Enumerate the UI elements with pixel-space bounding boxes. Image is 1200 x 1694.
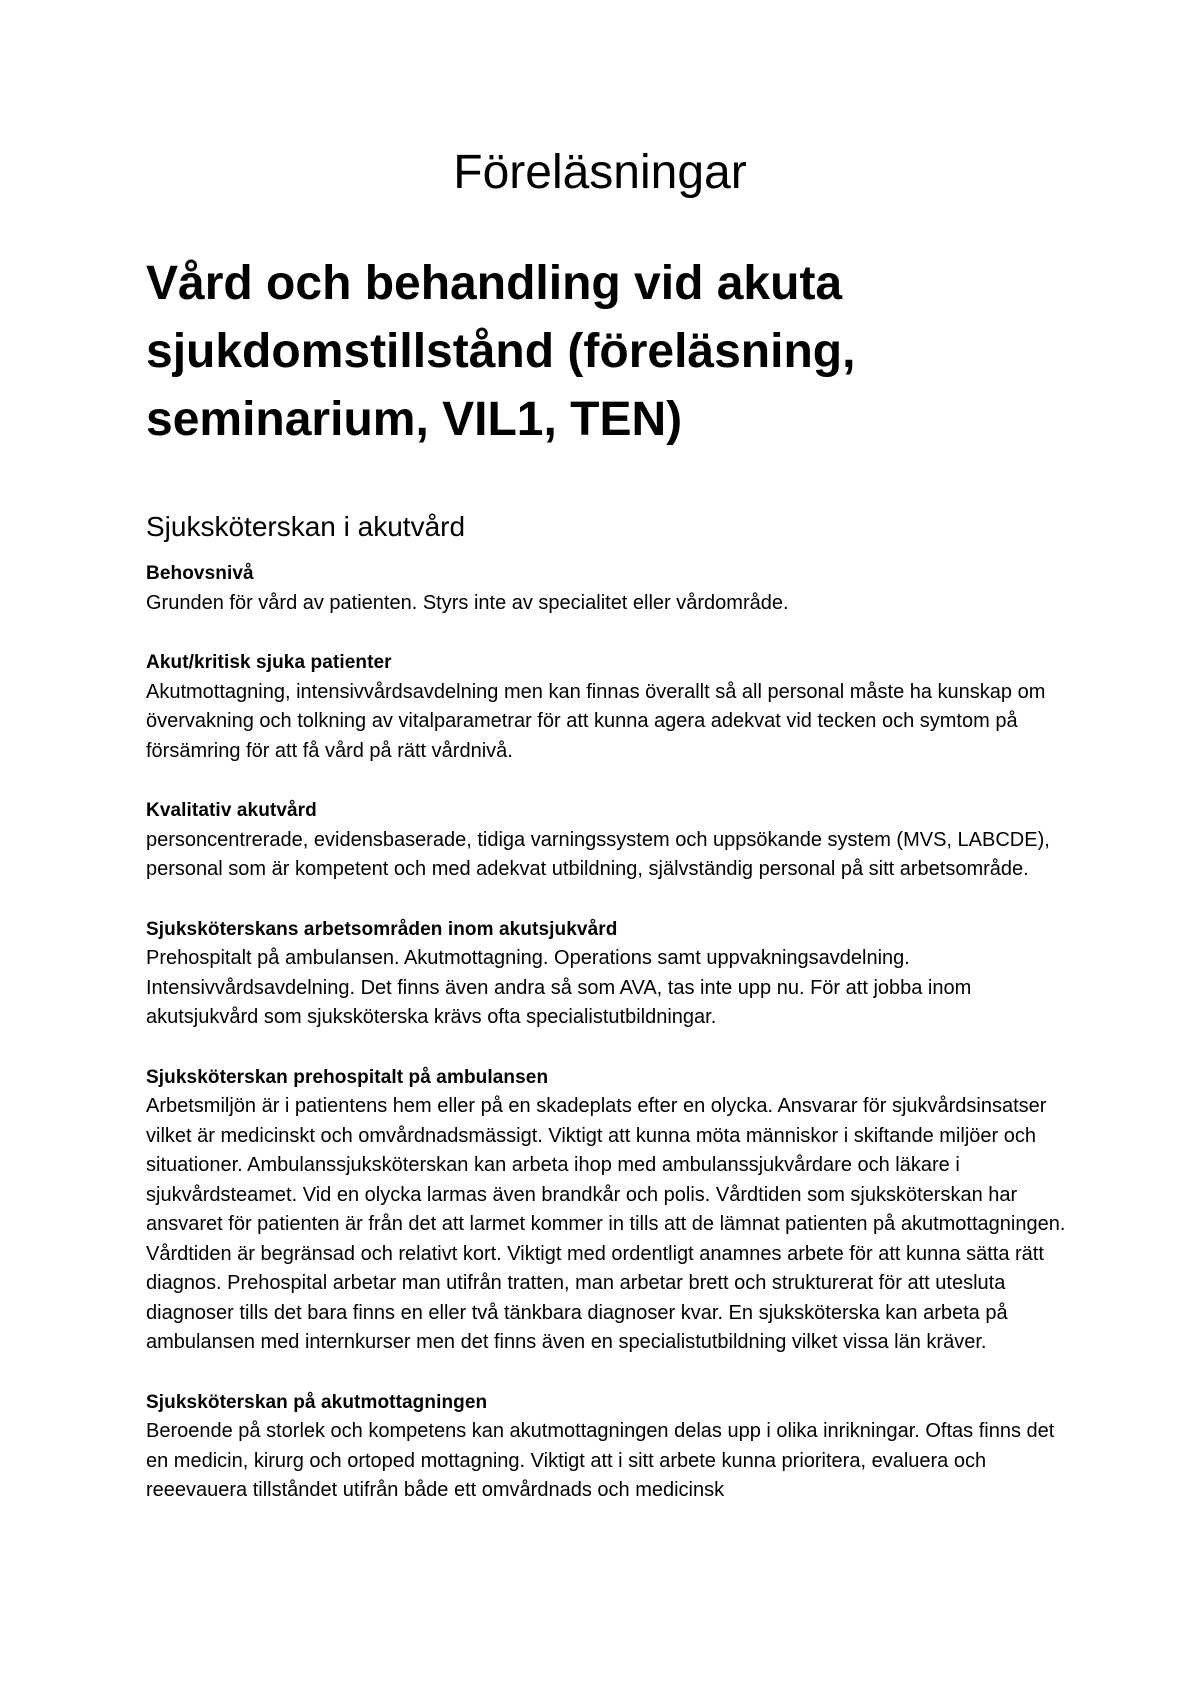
section-heading: Sjuksköterskans arbetsområden inom akutsjukvård: [146, 918, 618, 940]
section-body: Arbetsmiljön är i patientens hem eller på en skadeplats efter en olycka. Ansvarar för sjukvårdsinsatser vilket är medicinskt och omvårdnadsmässigt. Viktigt att kunna möta människor i skiftande miljöer och situationer. Ambulanssjuksköterskan kan arbeta ihop med ambulanssjukvårdare och läkare i sjukvårdsteamet. Vid en olycka larmas även brandkår och polis. Vårdtiden som sjuksköterskan har ansvaret för patienten är från det att larmet kommer in tills att de lämnat patienten på akutmottagningen. Vårdtiden är begränsad och relativt kort. Viktigt med ordentligt anamnes arbete för att kunna sätta rätt diagnos. Prehospital arbetar man utifrån tratten, man arbetar brett och strukturerat för att utesluta diagnoser tills det bara finns en eller två tänkbara diagnoser kvar. En sjuksköterska kan arbeta på ambulansen med internkurser men det finns även en specialistutbildning vilket vissa län kräver.: [146, 1095, 1066, 1353]
section-kvalitativ-akutvard: [146, 796, 1076, 885]
section-akut-kritisk: [146, 648, 1076, 766]
document-title: Föreläsningar: [453, 146, 747, 199]
section-body: personcentrerade, evidensbaserade, tidiga varningssystem och uppsökande system (MVS, LABCDE), personal som är kompetent och med adekvat utbildning, självständig personal på sitt arbetsområde.: [146, 828, 1050, 880]
section-body: Prehospitalt på ambulansen. Akutmottagning. Operations samt uppvakningsavdelning. Intensivvårdsavdelning. Det finns även andra så som AVA, tas inte upp nu. För att jobba inom akutsjukvård som sjuksköterska krävs ofta specialistutbildningar.: [146, 947, 972, 1028]
section-heading: Sjuksköterskan prehospitalt på ambulansen: [146, 1066, 549, 1088]
section-akutmottagningen: [146, 1388, 1076, 1506]
section-heading: Kvalitativ akutvård: [146, 800, 317, 821]
section-behovsniva: [146, 559, 1076, 618]
section-prehospitalt: [146, 1063, 1076, 1358]
section-heading: Akut/kritisk sjuka patienter: [146, 652, 392, 673]
sub-heading: Sjuksköterskan i akutvård: [146, 511, 466, 542]
main-heading: Vård och behandling vid akuta sjukdomstillstånd (föreläsning, seminarium, VIL1, TEN): [146, 257, 856, 446]
section-body: Akutmottagning, intensivvårdsavdelning men kan finnas överallt så all personal måste ha kunskap om övervakning och tolkning av vitalparametrar för att kunna agera adekvat vid tecken och symtom på försämring för att få vård på rätt vårdnivå.: [146, 680, 1046, 762]
section-heading: Behovsnivå: [146, 563, 254, 584]
document-content: [146, 250, 1076, 1536]
section-arbetsomraden: [146, 915, 1076, 1033]
section-body: Beroende på storlek och kompetens kan akutmottagningen delas upp i olika inrikningar. Oftas finns det en medicin, kirurg och ortoped mottagning. Viktigt att i sitt arbete kunna prioritera, evaluera och reeevauera tillståndet utifrån både ett omvårdnads och medicinsk: [146, 1420, 1055, 1501]
section-body: Grunden för vård av patienten. Styrs inte av specialitet eller vårdområde.: [146, 591, 789, 614]
section-heading: Sjuksköterskan på akutmottagningen: [146, 1391, 488, 1413]
